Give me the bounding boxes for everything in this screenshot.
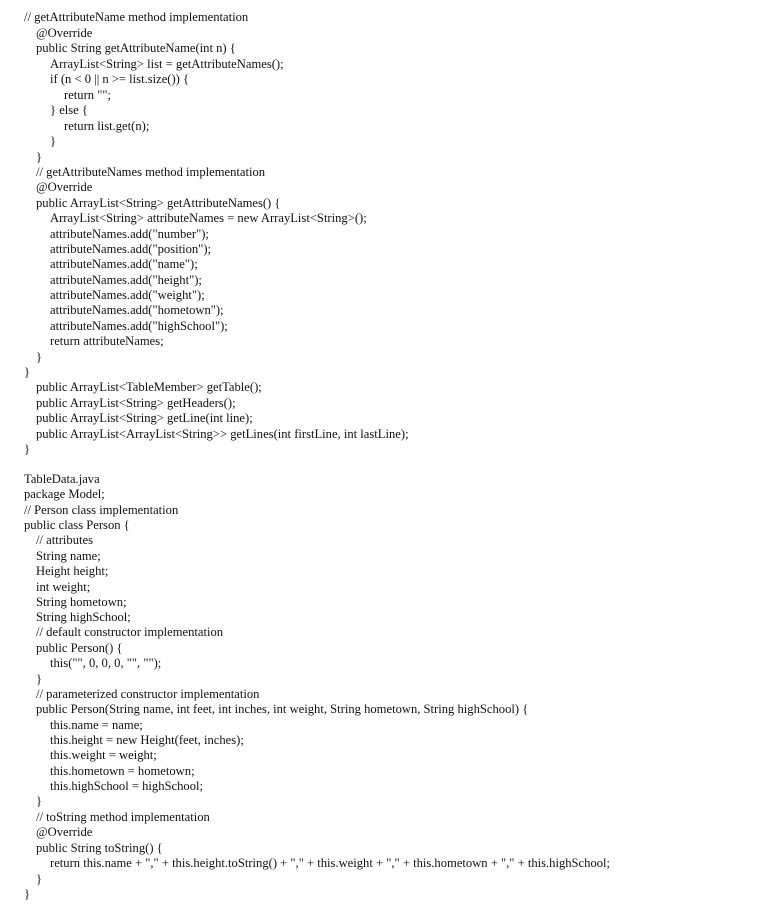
code-line: public class Person {: [24, 518, 130, 532]
code-line: attributeNames.add("position");: [50, 242, 212, 256]
code-line: }: [24, 442, 31, 456]
code-line: String hometown;: [36, 595, 127, 609]
code-line: @Override: [36, 180, 93, 194]
code-line: TableData.java: [24, 472, 100, 486]
code-line: @Override: [36, 825, 93, 839]
code-line: return list.get(n);: [64, 119, 150, 133]
code-line: // toString method implementation: [36, 810, 210, 824]
code-line: this.name = name;: [50, 718, 143, 732]
code-line: } else {: [50, 103, 88, 117]
code-line: public ArrayList<String> getAttributeNames() {: [36, 196, 281, 210]
code-line: // getAttributeName method implementation: [24, 10, 249, 24]
code-line: // attributes: [36, 533, 94, 547]
code-line: Height height;: [36, 564, 109, 578]
code-line: String name;: [36, 549, 101, 563]
code-line: public ArrayList<TableMember> getTable();: [36, 380, 262, 394]
code-line: String highSchool;: [36, 610, 131, 624]
code-line: attributeNames.add("highSchool");: [50, 319, 228, 333]
code-line: // parameterized constructor implementation: [36, 687, 260, 701]
code-line: }: [36, 872, 43, 886]
code-line: public ArrayList<String> getLine(int line);: [36, 411, 253, 425]
code-line: return "";: [64, 88, 111, 102]
code-line: // default constructor implementation: [36, 625, 224, 639]
code-line: }: [36, 350, 43, 364]
code-line: return attributeNames;: [50, 334, 164, 348]
code-line: if (n < 0 || n >= list.size()) {: [50, 72, 190, 86]
code-line: public String toString() {: [36, 841, 163, 855]
code-line: ArrayList<String> attributeNames = new ArrayList<String>();: [50, 211, 367, 225]
code-line: attributeNames.add("weight");: [50, 288, 205, 302]
code-line: this.highSchool = highSchool;: [50, 779, 203, 793]
code-line: }: [24, 365, 31, 379]
code-line: public String getAttributeName(int n) {: [36, 41, 236, 55]
code-line: @Override: [36, 26, 93, 40]
code-line: public ArrayList<String> getHeaders();: [36, 396, 236, 410]
code-line: this.hometown = hometown;: [50, 764, 195, 778]
code-line: attributeNames.add("height");: [50, 273, 202, 287]
code-line: ArrayList<String> list = getAttributeNames();: [50, 57, 284, 71]
code-line: }: [36, 150, 43, 164]
code-line: attributeNames.add("name");: [50, 257, 198, 271]
code-line: int weight;: [36, 580, 91, 594]
code-line: attributeNames.add("hometown");: [50, 303, 224, 317]
code-line: this("", 0, 0, 0, "", "");: [50, 656, 162, 670]
code-line: attributeNames.add("number");: [50, 227, 209, 241]
code-line: this.weight = weight;: [50, 748, 157, 762]
code-line: }: [24, 887, 31, 901]
code-line: public ArrayList<ArrayList<String>> getLines(int firstLine, int lastLine);: [36, 427, 409, 441]
code-line: package Model;: [24, 487, 105, 501]
code-line: // getAttributeNames method implementation: [36, 165, 266, 179]
code-line: return this.name + "," + this.height.toString() + "," + this.weight + "," + this.hometown + "," + this.highSchool;: [50, 856, 611, 870]
code-line: // Person class implementation: [24, 503, 179, 517]
code-line: public Person() {: [36, 641, 123, 655]
code-line: this.height = new Height(feet, inches);: [50, 733, 244, 747]
code-line: public Person(String name, int feet, int inches, int weight, String hometown, String highSchool) {: [36, 702, 529, 716]
code-line: }: [50, 134, 57, 148]
code-line: }: [36, 794, 43, 808]
code-line: }: [36, 672, 43, 686]
